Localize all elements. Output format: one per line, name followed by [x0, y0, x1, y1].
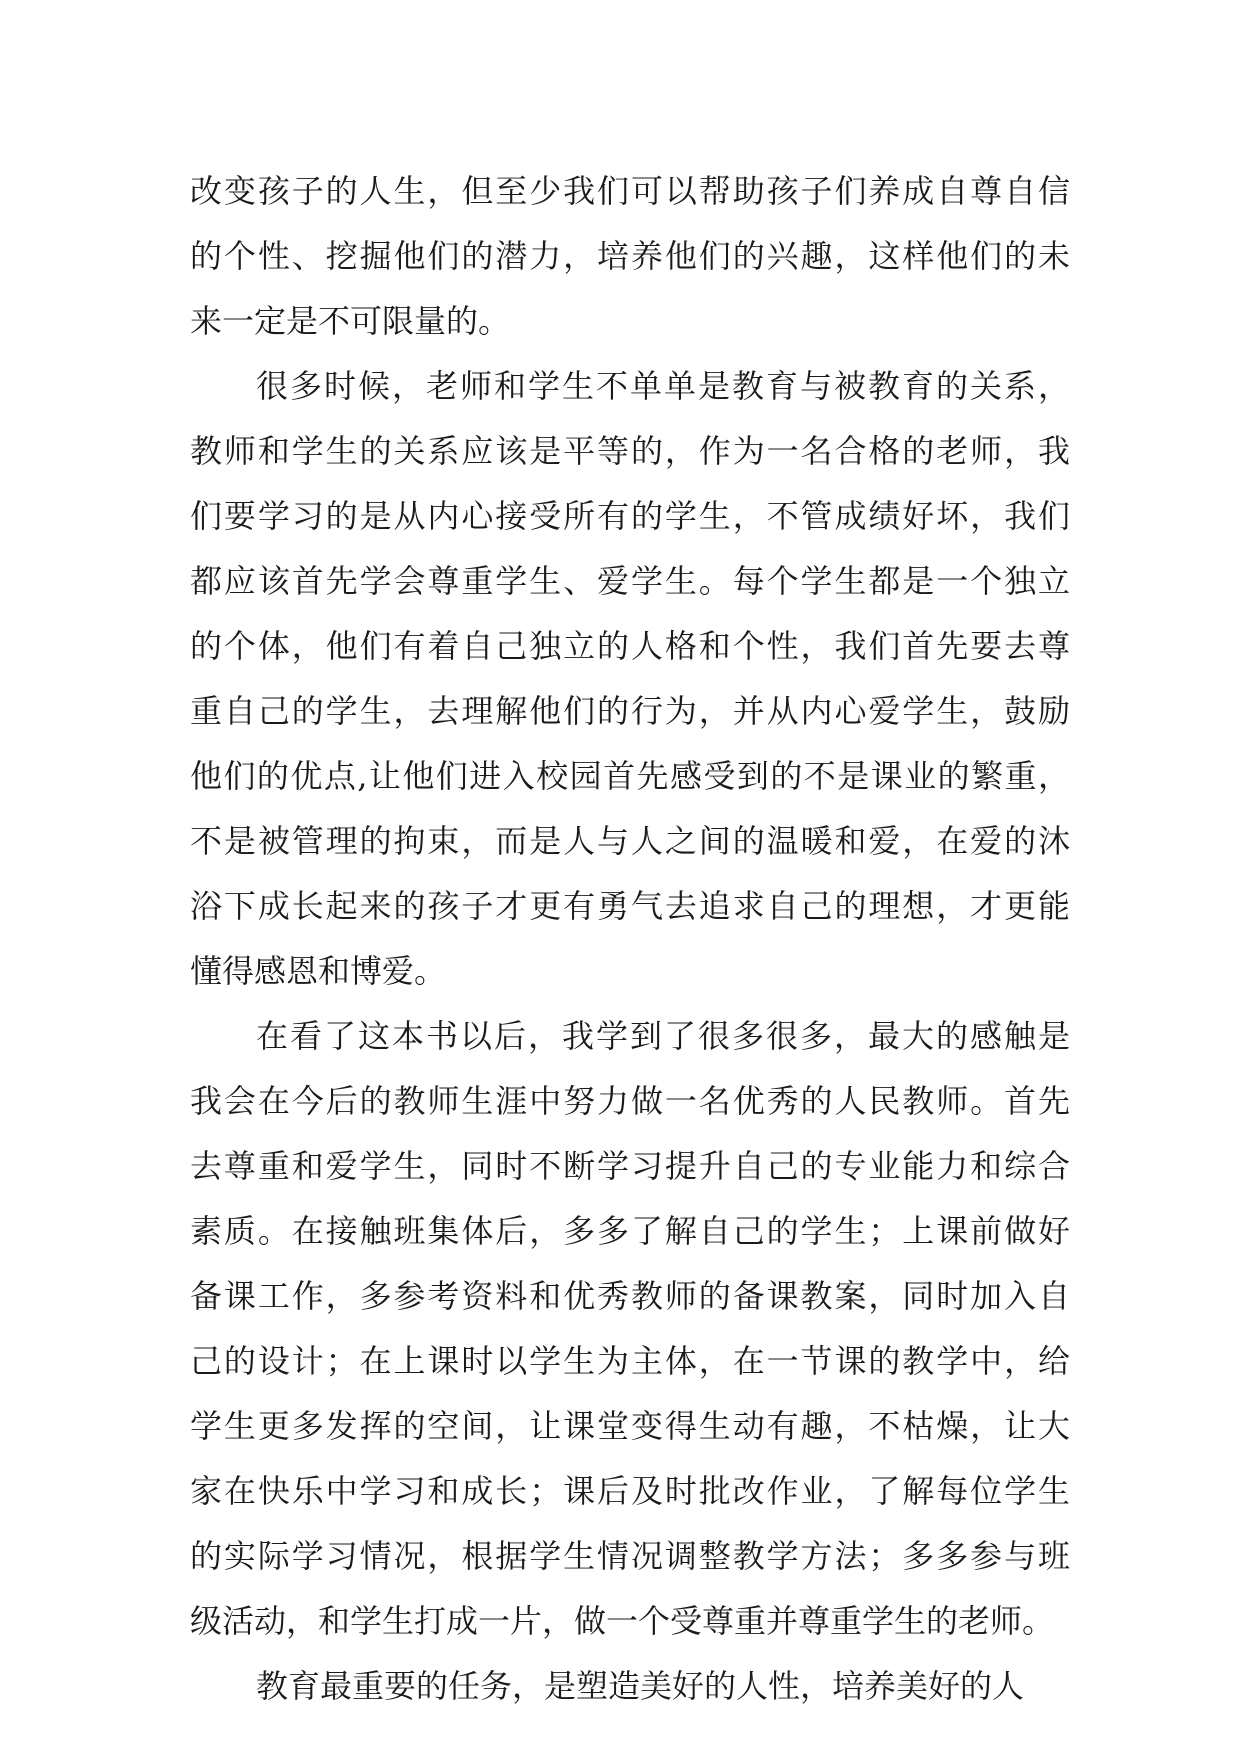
text-line: 我会在今后的教师生涯中努力做一名优秀的人民教师。首先 [190, 1082, 1070, 1120]
text-line: 学生更多发挥的空间，让课堂变得生动有趣，不枯燥，让大 [190, 1407, 1070, 1445]
text-line: 重自己的学生，去理解他们的行为，并从内心爱学生，鼓励 [190, 692, 1070, 730]
text-line: 不是被管理的拘束，而是人与人之间的温暖和爱，在爱的沐 [190, 822, 1070, 860]
text-line: 的个体，他们有着自己独立的人格和个性，我们首先要去尊 [190, 627, 1070, 665]
text-line: 家在快乐中学习和成长；课后及时批改作业，了解每位学生 [190, 1472, 1070, 1510]
text-line: 他们的优点,让他们进入校园首先感受到的不是课业的繁重， [190, 757, 1070, 795]
text-line: 去尊重和爱学生，同时不断学习提升自己的专业能力和综合 [190, 1147, 1070, 1185]
paragraph-4 [190, 1654, 1070, 1719]
text-line: 在看了这本书以后，我学到了很多很多，最大的感触是 [256, 1017, 1070, 1055]
text-line: 很多时候，老师和学生不单单是教育与被教育的关系， [256, 367, 1070, 405]
text-line: 备课工作，多参考资料和优秀教师的备课教案，同时加入自 [190, 1277, 1070, 1315]
paragraph-3 [190, 1004, 1070, 1654]
text-line: 改变孩子的人生，但至少我们可以帮助孩子们养成自尊自信 [190, 172, 1070, 210]
text-line: 懂得感恩和博爱。 [190, 952, 447, 990]
paragraph-1 [190, 159, 1070, 354]
text-line: 教育最重要的任务，是塑造美好的人性，培养美好的人 [256, 1667, 1025, 1705]
text-line: 教师和学生的关系应该是平等的，作为一名合格的老师，我 [190, 432, 1070, 470]
text-line: 级活动，和学生打成一片，做一个受尊重并尊重学生的老师。 [190, 1602, 1055, 1640]
text-line: 素质。在接触班集体后，多多了解自己的学生；上课前做好 [190, 1212, 1070, 1250]
text-line: 来一定是不可限量的。 [190, 302, 511, 340]
text-line: 浴下成长起来的孩子才更有勇气去追求自己的理想，才更能 [190, 887, 1070, 925]
text-line: 都应该首先学会尊重学生、爱学生。每个学生都是一个独立 [190, 562, 1070, 600]
text-line: 己的设计；在上课时以学生为主体，在一节课的教学中，给 [190, 1342, 1070, 1380]
document-body [190, 159, 1070, 1719]
paragraph-2 [190, 354, 1070, 1004]
text-line: 的实际学习情况，根据学生情况调整教学方法；多多参与班 [190, 1537, 1070, 1575]
text-line: 们要学习的是从内心接受所有的学生，不管成绩好坏，我们 [190, 497, 1070, 535]
text-line: 的个性、挖掘他们的潜力，培养他们的兴趣，这样他们的未 [190, 237, 1070, 275]
